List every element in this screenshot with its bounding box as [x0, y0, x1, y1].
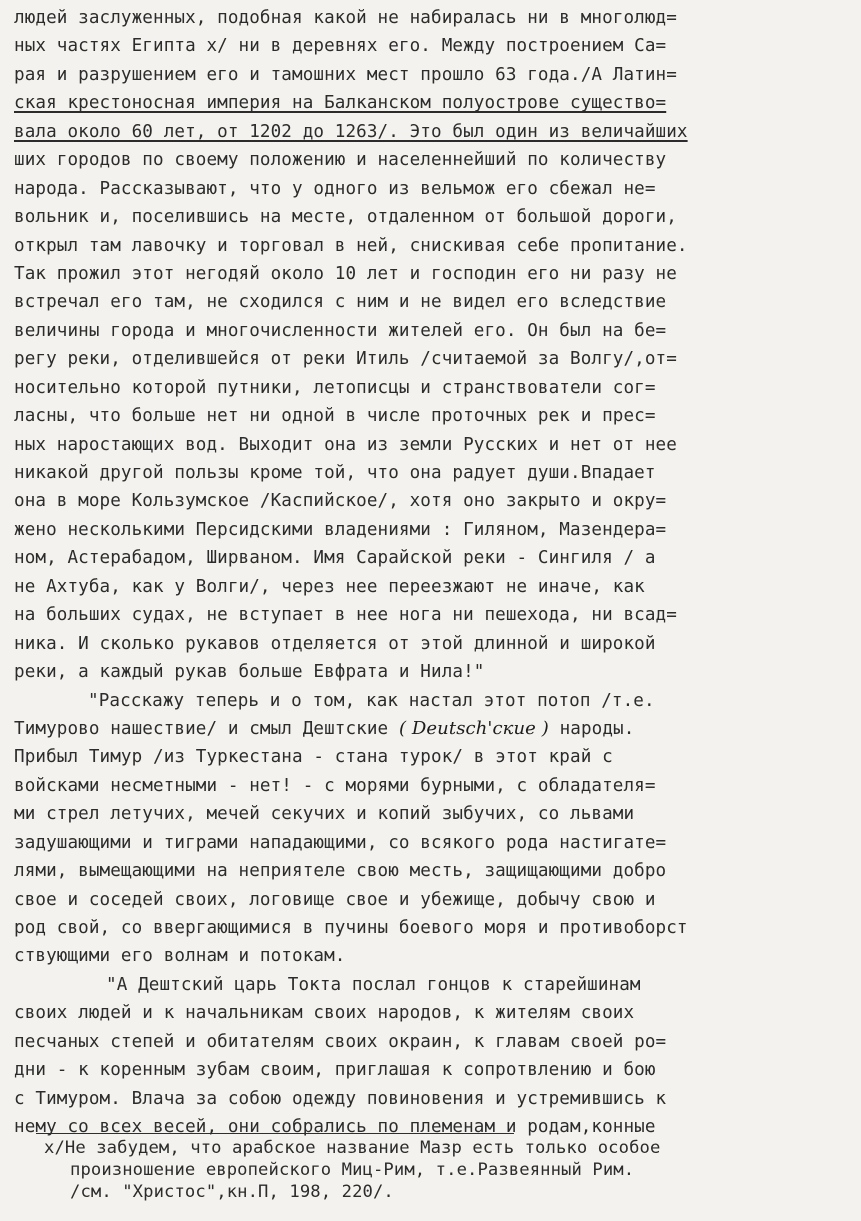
text-line: на больших судах, не вступает в нее нога ни пешехода, ни всад= [14, 605, 677, 626]
text-line: регу реки, отделившейся от реки Итиль /считаемой за Волгу/,от= [14, 349, 677, 370]
text-line: жено несколькими Персидскими владениями : Гиляном, Мазендера= [14, 519, 667, 540]
text-line: ствующими его волнам и потокам. [14, 946, 346, 967]
text-line: вольник и, поселившись на месте, отдаленном от большой дороги, [14, 207, 677, 228]
footnote-line: произношение европейского Миц-Рим, т.е.Развеянный Рим. [70, 1160, 635, 1180]
text-fragment: Тимурово нашествие/ и смыл Дештские [14, 718, 389, 739]
text-line: народа. Рассказывают, что у одного из вельмож его сбежал не= [14, 178, 656, 199]
text-line: Прибыл Тимур /из Туркестана - стана турок/ в этот край с [14, 747, 613, 768]
text-line: род свой, со ввергающимися в пучины боевого моря и противоборст [14, 918, 688, 938]
text-line: свое и соседей своих, логовище свое и убежище, добычу свою и [14, 889, 656, 910]
footnote-line: x/Не забудем, что арабское название Мазр есть только особое [44, 1138, 661, 1158]
text-line: рая и разрушением его и тамошних мест прошло 63 года./А Латин= [14, 64, 677, 85]
text-line: ника. И сколько рукавов отделяется от этой длинной и широкой [14, 633, 656, 654]
text-line: дни - к коренным зубам своим, приглашая к сопротвлению и бою [14, 1060, 656, 1081]
text-line: задушающими и тиграми нападающими, со всякого рода настигате= [14, 832, 667, 853]
text-line-with-note [14, 715, 851, 743]
paragraph-start-line: "А Дештский царь Токта послал гонцов к старейшинам [106, 974, 641, 995]
footnote-divider [36, 1133, 514, 1134]
body-text [14, 4, 851, 1142]
text-line-underlined: ская крестоносная империя на Балканском полуострове существо= [14, 93, 667, 114]
text-line: песчаных степей и обитателям своих окраин, к главам своей ро= [14, 1031, 667, 1052]
text-line: реки, а каждый рукав больше Евфрата и Нила!" [14, 662, 485, 683]
text-line: ласны, что больше нет ни одной в числе проточных рек и прес= [14, 406, 656, 427]
text-line: ных наростающих вод. Выходит она из земли Русских и нет от нее [14, 434, 677, 455]
text-line: встречал его там, не сходился с ним и не видел его вследствие [14, 292, 667, 313]
text-line: не Ахтуба, как у Волги/, через нее переезжают не иначе, как [14, 576, 645, 597]
text-line-underlined: вала около 60 лет, от 1202 до 1263/. Это был один из величайших [14, 121, 688, 142]
text-line: она в море Кользумское /Каспийское/, хотя оно закрыто и окру= [14, 491, 667, 512]
text-line: ших городов по своему положению и населеннейший по количеству [14, 150, 667, 171]
text-line: ных частях Египта x/ ни в деревнях его. Между построением Са= [14, 36, 667, 57]
text-line: величины города и многочисленности жителей его. Он был на бе= [14, 320, 667, 341]
footnote-line: /см. "Христос",кн.П, 198, 220/. [70, 1182, 394, 1202]
text-line: ми стрел летучих, мечей секучих и копий зыбучих, со львами [14, 804, 635, 825]
text-line: носительно которой путники, летописцы и странствователи сог= [14, 377, 656, 398]
text-line: Так прожил этот негодяй около 10 лет и господин его ни разу не [14, 263, 677, 284]
handwritten-note: ( Deutsch'cкие ) [398, 717, 549, 739]
text-line: войсками несметными - нет! - с морями бурными, с обладателя= [14, 775, 656, 796]
paragraph-start-line: "Расскажу теперь и о том, как настал этот потоп /т.е. [88, 690, 655, 711]
text-line: открыл там лавочку и торговал в ней, снискивая себе пропитание. [14, 235, 688, 256]
text-line: нему со всех весей, они собрались по племенам и родам,конные [14, 1117, 656, 1138]
footnote [44, 1137, 660, 1203]
text-fragment: народы. [559, 718, 635, 739]
text-line: лями, вымещающими на неприятеле свою месть, защищающими добро [14, 861, 667, 882]
text-line: никакой другой пользы кроме той, что она радует души.Впадает [14, 463, 656, 483]
text-line: ном, Астерабадом, Ширваном. Имя Сарайской реки - Сингиля / а [14, 548, 656, 569]
text-line: своих людей и к начальникам своих народов, к жителям своих [14, 1003, 635, 1024]
text-line: с Тимуром. Влача за собою одежду повиновения и устремившись к [14, 1088, 667, 1109]
text-line: людей заслуженных, подобная какой не набиралась ни в многолюд= [14, 8, 677, 28]
